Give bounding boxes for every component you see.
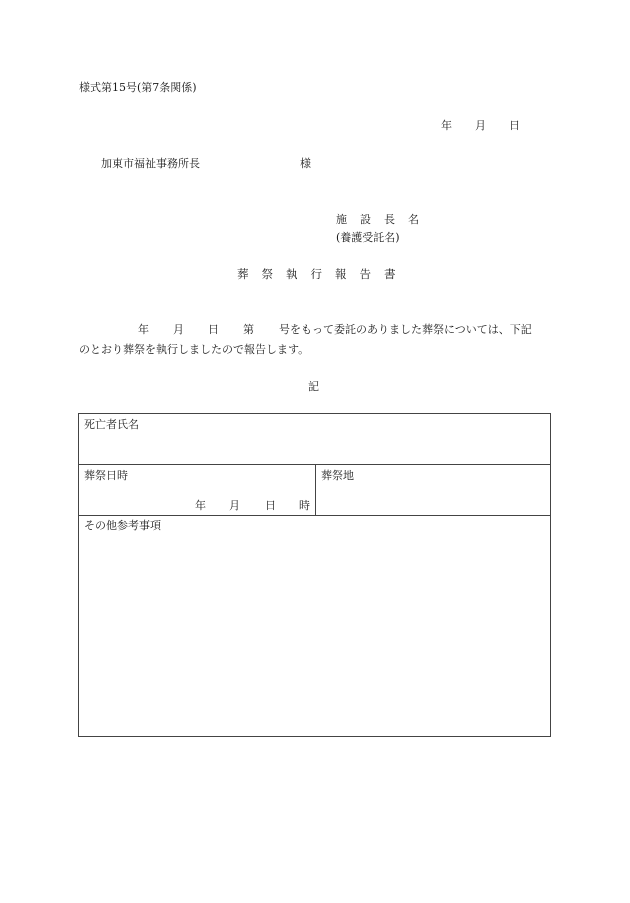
title-char: 執: [286, 267, 298, 281]
entrusted-name: (養護受託名): [336, 231, 400, 244]
body-month: 月: [173, 323, 184, 336]
datetime-month: 月: [229, 499, 240, 512]
facility-char: 長: [384, 213, 395, 226]
facility-char: 設: [360, 213, 371, 226]
body-day: 日: [208, 323, 219, 336]
row-divider: [79, 515, 550, 516]
form-number: 様式第15号(第7条関係): [79, 81, 197, 94]
body-year: 年: [138, 323, 149, 336]
title-char: 告: [359, 267, 371, 281]
title-char: 行: [310, 267, 322, 281]
funeral-datetime-units: [79, 500, 315, 512]
honorific: 様: [300, 157, 311, 170]
facility-char: 名: [408, 213, 419, 226]
column-divider: [315, 464, 316, 515]
deceased-name-label: 死亡者氏名: [84, 418, 139, 431]
body-line1-text: 号をもって委託のありました葬祭については、下記: [279, 323, 532, 336]
title-char: 書: [384, 267, 396, 281]
datetime-day: 日: [265, 499, 276, 512]
note-mark: 記: [308, 380, 319, 393]
title-char: 葬: [237, 267, 249, 281]
title-char: 報: [335, 267, 347, 281]
addressee: 加東市福祉事務所長: [101, 157, 200, 170]
facility-char: 施: [336, 213, 347, 226]
date-month: 月: [475, 119, 486, 132]
date-line: [441, 120, 520, 131]
datetime-year: 年: [195, 499, 206, 512]
body-line-2: のとおり葬祭を執行しましたので報告します。: [79, 343, 310, 356]
other-notes-label: その他参考事項: [84, 519, 161, 532]
funeral-datetime-label: 葬祭日時: [84, 469, 128, 482]
datetime-hour: 時: [299, 499, 310, 512]
facility-head-name: [336, 214, 419, 225]
date-day: 日: [509, 119, 520, 132]
date-year: 年: [441, 119, 452, 132]
funeral-place-label: 葬祭地: [321, 469, 354, 482]
title-char: 祭: [261, 267, 273, 281]
body-number-prefix: 第: [243, 323, 254, 336]
report-table: [78, 413, 551, 737]
document-title: [237, 269, 396, 281]
